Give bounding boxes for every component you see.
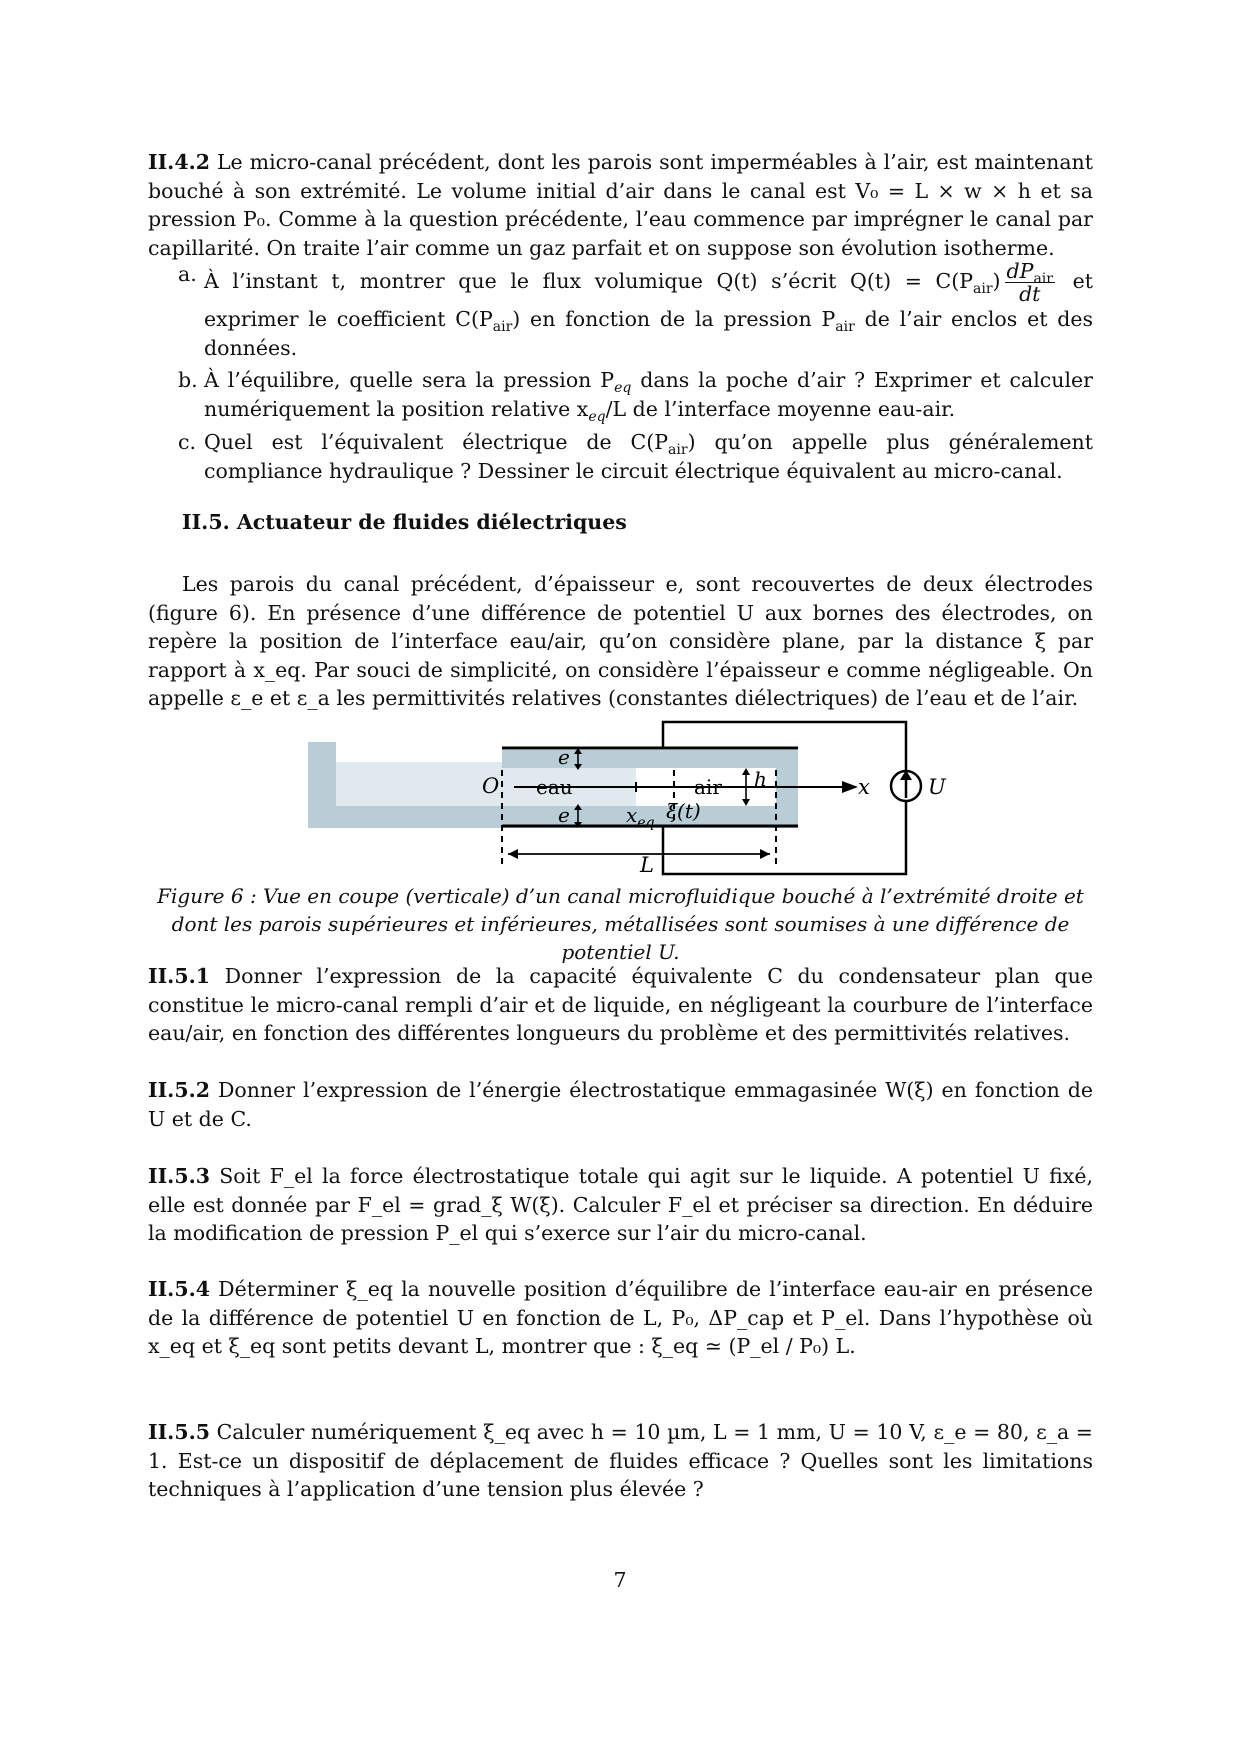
text-segment: À l’instant t, montrer que le flux volumique Q(t) s’écrit Q(t) = C(P xyxy=(204,269,973,293)
question-II-5-3 xyxy=(148,1162,1093,1248)
question-number: II.5.4 xyxy=(148,1277,210,1301)
subscript: eq xyxy=(614,380,632,396)
question-number: II.4.2 xyxy=(148,150,210,174)
text-segment: dans la poche d’air ? Exprimer et calculer numériquement la position relative x xyxy=(204,368,1093,421)
question-II-5-4 xyxy=(148,1275,1093,1361)
question-text: Le micro-canal précédent, dont les parois sont imperméables à l’air, est maintenant bouché à son extrémité. Le volume initial d’air dans le canal est V₀ = L × w × h et sa pression P₀. Comme à la question précédente, l’eau commence par imprégner le canal par capillarité. On traite l’air comme un gaz parfait et on suppose son évolution isotherme. xyxy=(148,150,1093,260)
question-II-5-1 xyxy=(148,962,1093,1048)
text-segment: ) qu’on appelle plus généralement compliance hydraulique ? Dessiner le circuit électrique équivalent au micro-canal. xyxy=(204,430,1093,483)
question-text: Soit F_el la force électrostatique totale qui agit sur le liquide. A potentiel U fixé, elle est donnée par F_el = grad_ξ W(ξ). Calculer F_el et préciser sa direction. En déduire la modification de pression P_el qui s’exerce sur l’air du micro-canal. xyxy=(148,1164,1093,1245)
question-text: Calculer numériquement ξ_eq avec h = 10 µm, L = 1 mm, U = 10 V, ε_e = 80, ε_a = 1. Est-ce un dispositif de déplacement de fluides efficace ? Quelles sont les limitations techniques à l’application d’une tension plus élevée ? xyxy=(148,1420,1093,1501)
label-air: air xyxy=(694,775,722,799)
text-segment: ) xyxy=(992,269,1001,293)
label-e-top: e xyxy=(558,745,570,769)
section-heading: II.5. Actuateur de fluides diélectriques xyxy=(182,510,627,534)
label-x: x xyxy=(858,775,870,799)
label-xeq: $x_{eq}$ xyxy=(626,803,655,831)
question-text: Déterminer ξ_eq la nouvelle position d’équilibre de l’interface eau-air en présence de la différence de potentiel U en fonction de L, P₀, ΔP_cap et P_el. Dans l’hypothèse où x_eq et ξ_eq sont petits devant L, montrer que : ξ_eq ≃ (P_el / P₀) L. xyxy=(148,1277,1093,1358)
text-segment: À l’équilibre, quelle sera la pression P xyxy=(204,368,615,392)
question-text: Donner l’expression de la capacité équivalente C du condensateur plan que constitue le micro-canal rempli d’air et de liquide, en négligeant la courbure de l’interface eau/air, en fonction des différentes longueurs du problème et des permittivités relatives. xyxy=(148,964,1093,1045)
text-segment: /L de l’interface moyenne eau-air. xyxy=(605,396,956,421)
question-II-5-2 xyxy=(148,1076,1093,1133)
label-h: h xyxy=(754,767,767,791)
subscript: air xyxy=(1033,271,1053,287)
x-axis-arrow xyxy=(842,781,858,793)
fraction-denominator: dt xyxy=(1019,282,1041,306)
label-L: L xyxy=(640,853,654,877)
item-label: b. xyxy=(178,368,198,392)
page-number: 7 xyxy=(613,1568,627,1592)
top-wall xyxy=(502,750,798,768)
text-segment: de l’air enclos et des données. xyxy=(204,307,1094,360)
label-xi: ξ(t) xyxy=(666,799,701,823)
item-label: c. xyxy=(178,430,196,454)
label-eau: eau xyxy=(536,775,573,799)
text-segment: ) en fonction de la pression P xyxy=(512,307,836,331)
section-intro: Les parois du canal précédent, d’épaisseur e, sont recouvertes de deux électrodes (figure 6). En présence d’une différence de potentiel U aux bornes des électrodes, on repère la position de l’interface eau/air, qu’on considère plane, par la distance ξ par rapport à x_eq. Par souci de simplicité, on considère l’épaisseur e comme négligeable. On appelle ε_e et ε_a les permittivités relatives (constantes diélectriques) de l’eau et de l’air. xyxy=(148,572,1093,710)
question-II-5-5 xyxy=(148,1418,1093,1504)
subscript: eq xyxy=(588,408,606,425)
text-segment: dP xyxy=(1006,259,1034,283)
label-U: U xyxy=(928,775,946,799)
question-number: II.5.3 xyxy=(148,1164,210,1188)
question-number: II.5.5 xyxy=(148,1420,210,1444)
question-number: II.5.1 xyxy=(148,964,210,988)
reservoir-water xyxy=(336,762,502,806)
item-label: a. xyxy=(178,262,197,286)
label-e-bottom: e xyxy=(558,803,570,827)
question-text: Donner l’expression de l’énergie électrostatique emmagasinée W(ξ) en fonction de U et de C. xyxy=(148,1078,1093,1131)
label-origin: O xyxy=(482,774,500,798)
figure-caption: Figure 6 : Vue en coupe (verticale) d’un canal microfluidique bouché à l’extrémité droite et dont les parois supérieures et inférieures, métallisées sont soumises à une différence de potentiel U. xyxy=(157,884,1084,964)
text-segment: Quel est l’équivalent électrique de C(P xyxy=(204,430,669,454)
subscript: air xyxy=(973,281,993,297)
question-number: II.5.2 xyxy=(148,1078,210,1102)
subscript: air xyxy=(668,442,688,458)
subscript: air xyxy=(492,319,513,335)
text-segment: et exprimer le coefficient C(P xyxy=(204,269,1093,331)
subscript: air xyxy=(835,319,855,335)
